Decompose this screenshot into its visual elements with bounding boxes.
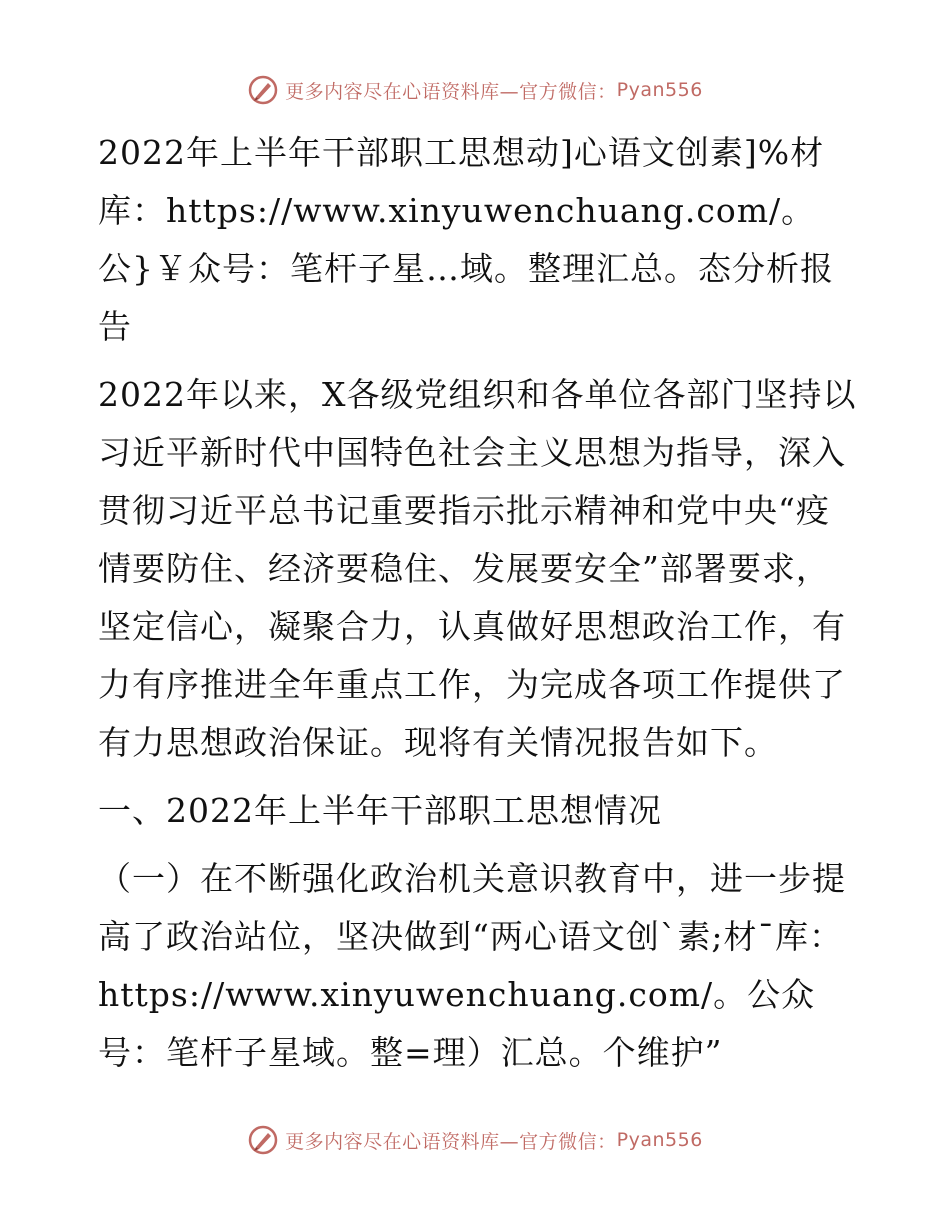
banner-text-id: Pyan556 (616, 1129, 703, 1151)
banner-text-cn: 更多内容尽在心语资料库—官方微信： (285, 1130, 617, 1153)
footer-watermark-banner (0, 1120, 950, 1160)
header-watermark-banner (0, 70, 950, 110)
banner-text-id: Pyan556 (616, 79, 703, 101)
intro-paragraph: 2022年以来，X各级党组织和各单位各部门坚持以习近平新时代中国特色社会主义思想为指导，深入贯彻习近平总书记重要指示批示精神和党中央“疫情要防住、经济要稳住、发展要安全”部署要求，坚定信心，凝聚合力，认真做好思想政治工作，有力有序推进全年重点工作，为完成各项工作提供了有力思想政治保证。现将有关情况报告如下。 (98, 375, 857, 762)
banner-text-cn: 更多内容尽在心语资料库—官方微信： (285, 80, 617, 103)
quill-logo-icon (247, 74, 279, 106)
document-title-paragraph: 2022年上半年干部职工思想动]心语文创素]%材库：https://www.xinyuwenchuang.com/。公}￥众号：笔杆子星…域。整理汇总。态分析报告 (98, 133, 834, 346)
subsection-paragraph: （一）在不断强化政治机关意识教育中，进一步提高了政治站位，坚决做到“两心语文创`素;材¯库：https://www.xinyuwenchuang.com/。公众号：笔杆子星域。整=理）汇总。个维护” (98, 859, 846, 1072)
quill-logo-icon (247, 1124, 279, 1156)
document-body (98, 124, 858, 1092)
section-heading: 一、2022年上半年干部职工思想情况 (98, 791, 662, 830)
